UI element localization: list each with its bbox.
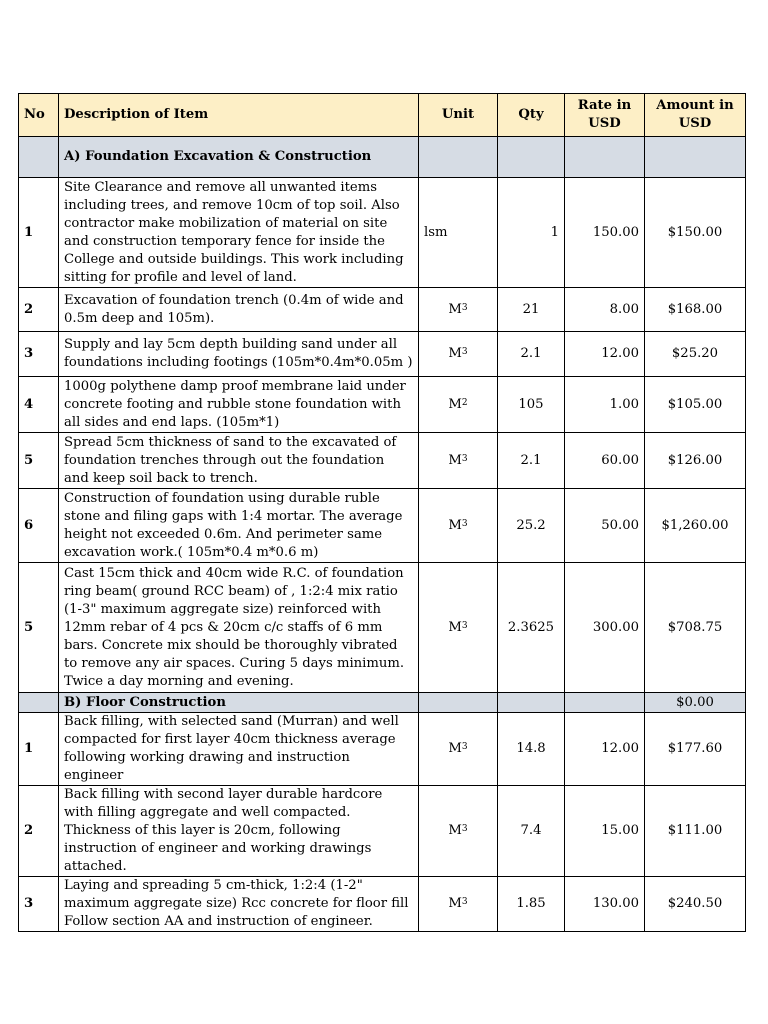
section-a-no-cell — [19, 137, 59, 178]
row-rate: 60.00 — [565, 433, 645, 489]
row-qty: 7.4 — [498, 786, 565, 877]
header-qty: Qty — [498, 94, 565, 137]
table-row — [19, 877, 746, 932]
row-amount: $105.00 — [645, 377, 746, 433]
section-a-qty-cell — [498, 137, 565, 178]
row-unit — [419, 489, 498, 563]
row-rate: 150.00 — [565, 178, 645, 288]
unit-exponent: 3 — [461, 347, 468, 357]
row-amount: $150.00 — [645, 178, 746, 288]
section-a-title: A) Foundation Excavation & Construction — [59, 137, 419, 178]
row-qty: 1.85 — [498, 877, 565, 932]
unit-base: M — [448, 452, 462, 468]
unit-base: M — [448, 741, 462, 756]
row-amount: $111.00 — [645, 786, 746, 877]
section-b-rate-cell — [565, 693, 645, 713]
section-a-amount — [645, 137, 746, 178]
row-qty: 21 — [498, 288, 565, 332]
row-rate: 1.00 — [565, 377, 645, 433]
row-no: 6 — [19, 489, 59, 563]
row-unit — [419, 377, 498, 433]
row-description: Laying and spreading 5 cm-thick, 1:2:4 (1-2" maximum aggregate size) Rcc concrete for floor fill Follow section AA and instruction of engineer. — [59, 877, 419, 932]
row-unit — [419, 288, 498, 332]
unit-exponent: 3 — [461, 302, 468, 313]
header-amount: Amount in USD — [645, 94, 746, 137]
row-description: Cast 15cm thick and 40cm wide R.C. of foundation ring beam( ground RCC beam) of , 1:2:4 mix ratio (1-3" maximum aggregate size) reinforced with 12mm rebar of 4 pcs & 20cm c/c staffs of 6 mm bars. Concrete mix should be thoroughly vibrated to remove any air spaces. Curing 5 days minimum. Twice a day morning and evening. — [59, 563, 419, 693]
unit-exponent: 2 — [461, 397, 468, 408]
row-amount: $240.50 — [645, 877, 746, 932]
table-row — [19, 178, 746, 288]
header-no: No — [19, 94, 59, 137]
header-unit: Unit — [419, 94, 498, 137]
row-unit — [419, 713, 498, 786]
table-row — [19, 288, 746, 332]
row-rate: 15.00 — [565, 786, 645, 877]
unit-exponent: 3 — [461, 897, 468, 907]
section-a-row — [19, 137, 746, 178]
table-row — [19, 332, 746, 377]
row-unit — [419, 178, 498, 288]
table-row — [19, 433, 746, 489]
row-no: 4 — [19, 377, 59, 433]
row-description: Construction of foundation using durable ruble stone and filing gaps with 1:4 mortar. The average height not exceeded 0.6m. And perimeter same excavation work.( 105m*0.4 m*0.6 m) — [59, 489, 419, 563]
unit-exponent: 3 — [461, 518, 468, 529]
table-row — [19, 786, 746, 877]
header-rate: Rate in USD — [565, 94, 645, 137]
row-rate: 50.00 — [565, 489, 645, 563]
row-qty: 2.1 — [498, 332, 565, 377]
row-rate: 300.00 — [565, 563, 645, 693]
row-qty: 14.8 — [498, 713, 565, 786]
row-no: 2 — [19, 786, 59, 877]
row-qty: 105 — [498, 377, 565, 433]
header-row — [19, 94, 746, 137]
row-description: Excavation of foundation trench (0.4m of wide and 0.5m deep and 105m). — [59, 288, 419, 332]
unit-base: M — [448, 301, 462, 317]
row-rate: 130.00 — [565, 877, 645, 932]
section-a-unit-cell — [419, 137, 498, 178]
table-row — [19, 377, 746, 433]
section-b-unit-cell — [419, 693, 498, 713]
row-amount: $168.00 — [645, 288, 746, 332]
unit-base: M — [448, 396, 462, 412]
row-no: 2 — [19, 288, 59, 332]
row-amount: $25.20 — [645, 332, 746, 377]
row-qty: 1 — [498, 178, 565, 288]
row-no: 3 — [19, 877, 59, 932]
row-description: Spread 5cm thickness of sand to the excavated of foundation trenches through out the foundation and keep soil back to trench. — [59, 433, 419, 489]
row-qty: 2.1 — [498, 433, 565, 489]
row-rate: 12.00 — [565, 713, 645, 786]
row-description: Site Clearance and remove all unwanted items including trees, and remove 10cm of top soil. Also contractor make mobilization of material on site and construction temporary fence for inside the College and outside buildings. This work including sitting for profile and level of land. — [59, 178, 419, 288]
unit-exponent: 3 — [461, 453, 468, 464]
row-unit — [419, 563, 498, 693]
table-row — [19, 563, 746, 693]
row-unit — [419, 332, 498, 377]
section-b-row — [19, 693, 746, 713]
section-b-no-cell — [19, 693, 59, 713]
section-a-rate-cell — [565, 137, 645, 178]
section-b-qty-cell — [498, 693, 565, 713]
row-description: Back filling with second layer durable hardcore with filling aggregate and well compacted. Thickness of this layer is 20cm, following instruction of engineer and working drawings attached. — [59, 786, 419, 877]
row-amount: $1,260.00 — [645, 489, 746, 563]
unit-base: M — [448, 517, 462, 533]
row-no: 3 — [19, 332, 59, 377]
table-row — [19, 489, 746, 563]
row-qty: 2.3625 — [498, 563, 565, 693]
row-rate: 8.00 — [565, 288, 645, 332]
unit-base: M — [448, 346, 462, 361]
header-description: Description of Item — [59, 94, 419, 137]
row-description: Supply and lay 5cm depth building sand under all foundations including footings (105m*0.4m*0.05m ) — [59, 332, 419, 377]
row-amount: $708.75 — [645, 563, 746, 693]
row-rate: 12.00 — [565, 332, 645, 377]
unit-exponent: 3 — [461, 824, 468, 834]
unit-exponent: 3 — [461, 742, 468, 752]
row-no: 5 — [19, 433, 59, 489]
section-b-title: B) Floor Construction — [59, 693, 419, 713]
row-description: 1000g polythene damp proof membrane laid under concrete footing and rubble stone foundation with all sides and end laps. (105m*1) — [59, 377, 419, 433]
row-description: Back filling, with selected sand (Murran) and well compacted for first layer 40cm thickness average following working drawing and instruction engineer — [59, 713, 419, 786]
unit-base: M — [448, 896, 462, 911]
row-no: 5 — [19, 563, 59, 693]
row-unit — [419, 433, 498, 489]
row-unit — [419, 877, 498, 932]
row-amount: $126.00 — [645, 433, 746, 489]
row-qty: 25.2 — [498, 489, 565, 563]
bill-of-quantities-table — [18, 93, 746, 932]
unit-base: M — [448, 619, 462, 635]
row-amount: $177.60 — [645, 713, 746, 786]
row-unit — [419, 786, 498, 877]
section-b-amount: $0.00 — [645, 693, 746, 713]
table-row — [19, 713, 746, 786]
unit-base: M — [448, 823, 462, 838]
unit-base: lsm — [424, 224, 448, 240]
row-no: 1 — [19, 178, 59, 288]
row-no: 1 — [19, 713, 59, 786]
unit-exponent: 3 — [461, 620, 468, 631]
